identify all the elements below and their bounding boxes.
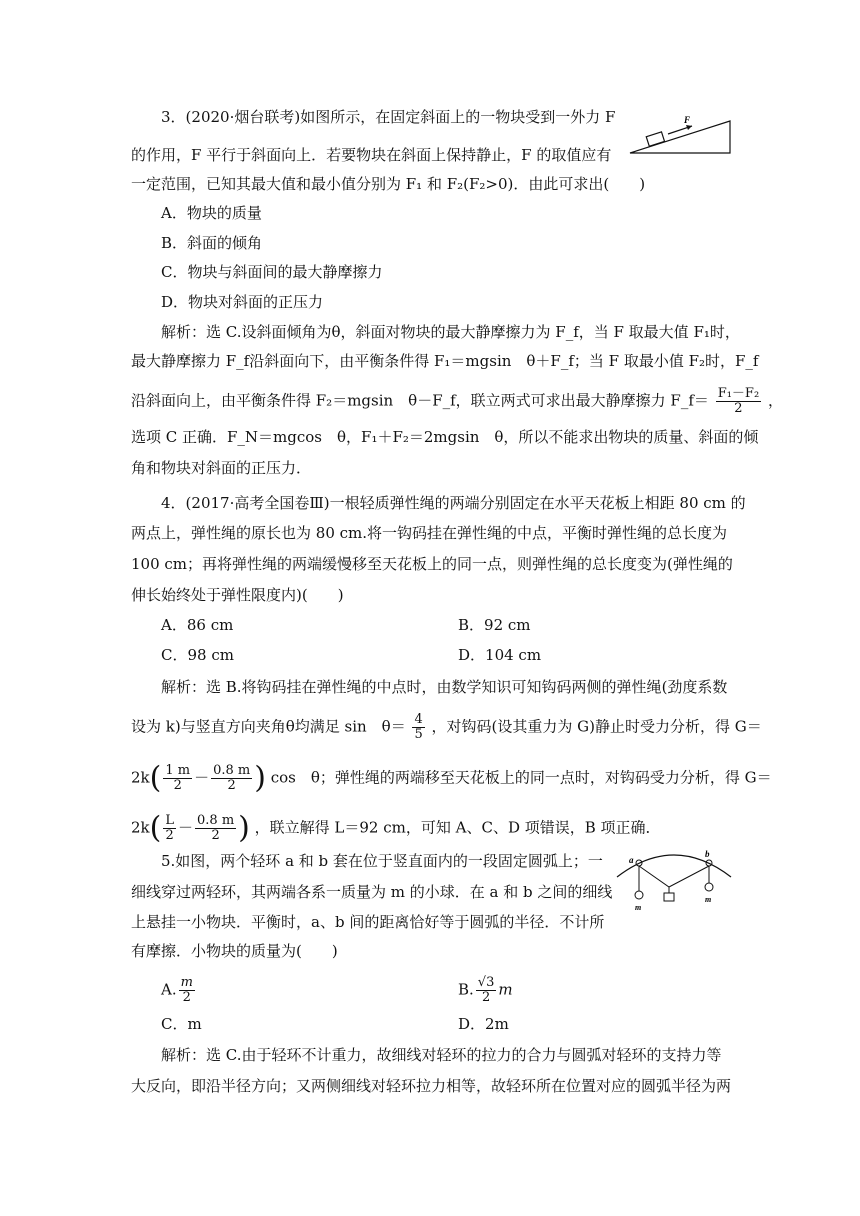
a3-line-3-text: 沿斜面向上，由平衡条件得 F₂＝mgsin θ－F_f，联立两式可求出最大静摩擦力 F_f＝ (131, 391, 709, 410)
a3-frac-den: 2 (734, 401, 743, 416)
left-ball-label: m (635, 903, 642, 912)
q5-option-c: C．m (161, 1015, 202, 1033)
right-paren: ) (254, 760, 266, 796)
arc-shape (617, 855, 731, 877)
a3-line-1: 解析：选 C.设斜面倾角为θ，斜面对物块的最大静摩擦力为 F_f，当 F 取最大值 F₁时， (161, 323, 740, 341)
q3-option-b: B．斜面的倾角 (161, 234, 263, 252)
a4-line-3-prefix: 2k (131, 768, 150, 787)
a5-line-1: 解析：选 C.由于轻环不计重力，故细线对轻环的拉力的合力与圆弧对轻环的支持力等 (161, 1046, 722, 1064)
a4-frac-2-num: 0.8 m (213, 763, 251, 778)
a4-sin-den: 5 (414, 727, 423, 742)
a3-line-3 (131, 387, 783, 416)
a3-line-2: 最大静摩擦力 F_f沿斜面向下，由平衡条件得 F₁＝mgsin θ＋F_f；当 F 取最小值 F₂时，F_f (131, 352, 759, 370)
right-ball-label: m (705, 895, 712, 904)
left-paren: ( (149, 760, 162, 796)
a4-line-2-text: 设为 k)与竖直方向夹角θ均满足 sin θ＝ (131, 717, 406, 736)
q5-option-b-suffix: m (498, 980, 513, 999)
a4-frac-4 (195, 814, 236, 843)
q3-line-1: 3．(2020·烟台联考)如图所示，在固定斜面上的一物块受到一外力 F (161, 108, 616, 126)
q5-line-2: 细线穿过两轻环，其两端各系一质量为 m 的小球．在 a 和 b 之间的细线 (131, 883, 613, 901)
q4-line-4: 伸长始终处于弹性限度内)( ) (131, 586, 344, 604)
q5-option-a (161, 976, 197, 1005)
q4-line-2: 两点上，弹性绳的原长也为 80 cm.将一钩码挂在弹性绳的中点，平衡时弹性绳的总长度为 (131, 524, 728, 542)
a4-frac-1-num: 1 m (165, 763, 191, 778)
middle-string (639, 866, 709, 887)
a4-line-2 (131, 713, 762, 742)
a4-frac-2-den: 2 (227, 778, 236, 793)
q5-option-b (458, 976, 513, 1005)
a5-line-2: 大反向，即沿半径方向；又两侧细线对轻环拉力相等，故轻环所在位置对应的圆弧半径为两 (131, 1077, 732, 1095)
q3-option-d: D．物块对斜面的正压力 (161, 293, 324, 311)
a3-line-3-end: ， (767, 391, 783, 410)
incline-figure (626, 113, 734, 159)
q3-option-c: C．物块与斜面间的最大静摩擦力 (161, 263, 383, 281)
q4-line-3: 100 cm；再将弹性绳的两端缓慢移至天花板上的同一点，则弹性绳的总长度变为(弹性绳的 (131, 555, 733, 573)
arc-rings-figure (613, 843, 735, 913)
q5-line-4: 有摩擦．小物块的质量为( ) (131, 942, 338, 960)
q4-option-d: D．104 cm (458, 646, 542, 664)
ring-a-label: a (629, 855, 634, 865)
right-ball (705, 883, 713, 891)
a4-line-1: 解析：选 B.将钩码挂在弹性绳的中点时，由数学知识可知钩码两侧的弹性绳(劲度系数 (161, 678, 728, 696)
small-block (664, 893, 674, 901)
q3-line-2: 的作用，F 平行于斜面向上．若要物块在斜面上保持静止，F 的取值应有 (131, 146, 612, 164)
q4-line-1: 4．(2017·高考全国卷Ⅲ)一根轻质弹性绳的两端分别固定在水平天花板上相距 80 cm 的 (161, 494, 746, 512)
a4-frac-3 (163, 814, 176, 843)
a4-line-3: 2k( $\frac{1 m}{2}$ － $\frac{0.8 m}{2}$ ) cos θ；弹性绳的两端移至天花板上的同一点时，对钩码受力分析，得 G＝ (131, 760, 772, 796)
left-paren-2: ( (149, 810, 162, 846)
q5-line-3: 上悬挂一小物块．平衡时，a、b 间的距离恰好等于圆弧的半径．不计所 (131, 913, 605, 931)
q5-option-b-fraction (476, 976, 497, 1005)
a4-line-4: 2k( $\frac{L}{2}$ － $\frac{0.8 m}{2}$ ) ，联立解得 L＝92 cm，可知 A、C、D 项错误，B 项正确． (131, 810, 661, 846)
a4-frac-3-num: L (165, 813, 174, 828)
q5-line-1: 5.如图，两个轻环 a 和 b 套在位于竖直面内的一段固定圆弧上；一 (161, 852, 603, 870)
q5-option-b-num: √3 (477, 975, 495, 990)
ring-b-label: b (705, 849, 710, 859)
a4-frac-2 (211, 764, 252, 793)
a3-line-4: 选项 C 正确．F_N＝mgcos θ，F₁＋F₂＝2mgsin θ，所以不能求出物块的质量、斜面的倾 (131, 428, 759, 446)
a4-line-4-prefix: 2k (131, 818, 150, 837)
q4-option-b: B．92 cm (458, 616, 531, 634)
a4-frac-4-den: 2 (211, 828, 220, 843)
q5-option-a-prefix: A. (161, 980, 177, 999)
q5-option-d: D．2m (458, 1015, 509, 1033)
a4-frac-1 (163, 764, 192, 793)
a4-line-2-end: ，对钩码(设其重力为 G)静止时受力分析，得 G＝ (431, 717, 762, 736)
a4-frac-4-num: 0.8 m (197, 813, 235, 828)
q5-option-b-prefix: B. (458, 980, 474, 999)
q5-option-b-den: 2 (481, 990, 491, 1005)
a3-line-5: 角和物块对斜面的正压力． (131, 459, 312, 477)
left-ball (635, 891, 643, 899)
q5-option-a-fraction (179, 976, 195, 1005)
a4-line-3-text: cos θ；弹性绳的两端移至天花板上的同一点时，对钩码受力分析，得 G＝ (270, 768, 772, 787)
q3-line-3: 一定范围，已知其最大值和最小值分别为 F₁ 和 F₂(F₂>0)．由此可求出( ) (131, 175, 646, 193)
a4-sin-num: 4 (414, 712, 423, 727)
q5-option-a-num: m (180, 975, 193, 990)
q5-option-a-den: 2 (182, 990, 191, 1005)
a3-frac-num: F₁－F₂ (717, 386, 760, 401)
q3-option-a: A．物块的质量 (161, 204, 262, 222)
a4-line-4-text: ，联立解得 L＝92 cm，可知 A、C、D 项错误，B 项正确． (254, 818, 661, 837)
force-label: F (684, 115, 691, 125)
q4-option-a: A．86 cm (161, 616, 234, 634)
a3-fraction (716, 387, 761, 416)
block-shape (646, 132, 664, 146)
q4-option-c: C．98 cm (161, 646, 234, 664)
right-paren-2: ) (238, 810, 250, 846)
incline-triangle (630, 121, 730, 153)
a4-frac-1-den: 2 (173, 778, 182, 793)
a4-frac-3-den: 2 (165, 828, 174, 843)
a4-sin-fraction (412, 713, 424, 742)
